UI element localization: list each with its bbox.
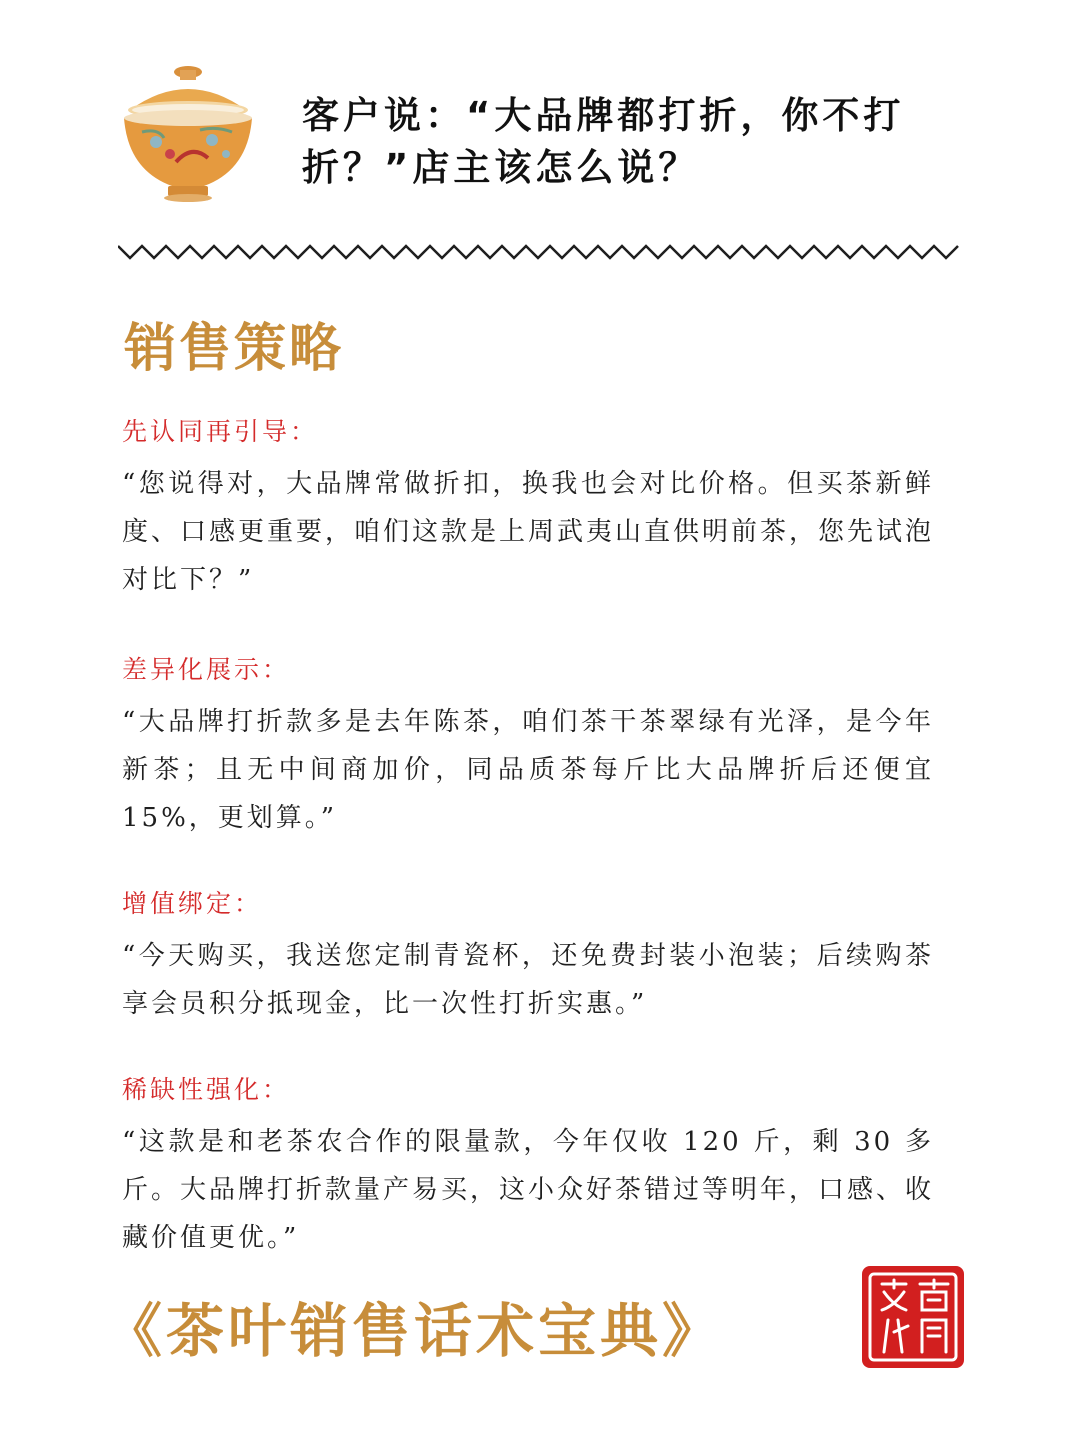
strategy-label: 增值绑定： <box>122 889 263 918</box>
section-title: 销售策略 <box>124 319 345 379</box>
zigzag-divider <box>118 242 964 262</box>
red-seal-stamp-icon <box>858 1262 968 1372</box>
strategy-acknowledge-guide <box>122 412 934 604</box>
strategy-scarcity <box>122 1070 934 1262</box>
strategy-value-bundle <box>122 884 934 1028</box>
strategy-label: 差异化展示： <box>122 655 291 684</box>
strategy-quote: “大品牌打折款多是去年陈茶，咱们茶干茶翠绿有光泽，是今年新茶；且无中间商加价，同品质茶每斤比大品牌折后还便宜 15%，更划算。” <box>122 707 934 833</box>
book-title: 《茶叶销售话术宝典》 <box>104 1297 725 1365</box>
headline: 客户说：“大品牌都打折，你不打折？”店主该怎么说？ <box>302 94 905 189</box>
strategy-differentiation <box>122 650 934 842</box>
strategy-label: 先认同再引导： <box>122 417 319 446</box>
strategy-quote: “这款是和老茶农合作的限量款，今年仅收 120 斤，剩 30 多斤。大品牌打折款量产易买，这小众好茶错过等明年，口感、收藏价值更优。” <box>122 1127 935 1253</box>
strategy-quote: “今天购买，我送您定制青瓷杯，还免费封装小泡装；后续购茶享会员积分抵现金，比一次性打折实惠。” <box>122 941 934 1019</box>
strategy-quote: “您说得对，大品牌常做折扣，换我也会对比价格。但买茶新鲜度、口感更重要，咱们这款是上周武夷山直供明前茶，您先试泡对比下？” <box>122 469 935 595</box>
header <box>0 0 1080 230</box>
gaiwan-teacup-icon <box>112 58 262 206</box>
strategy-label: 稀缺性强化： <box>122 1075 291 1104</box>
